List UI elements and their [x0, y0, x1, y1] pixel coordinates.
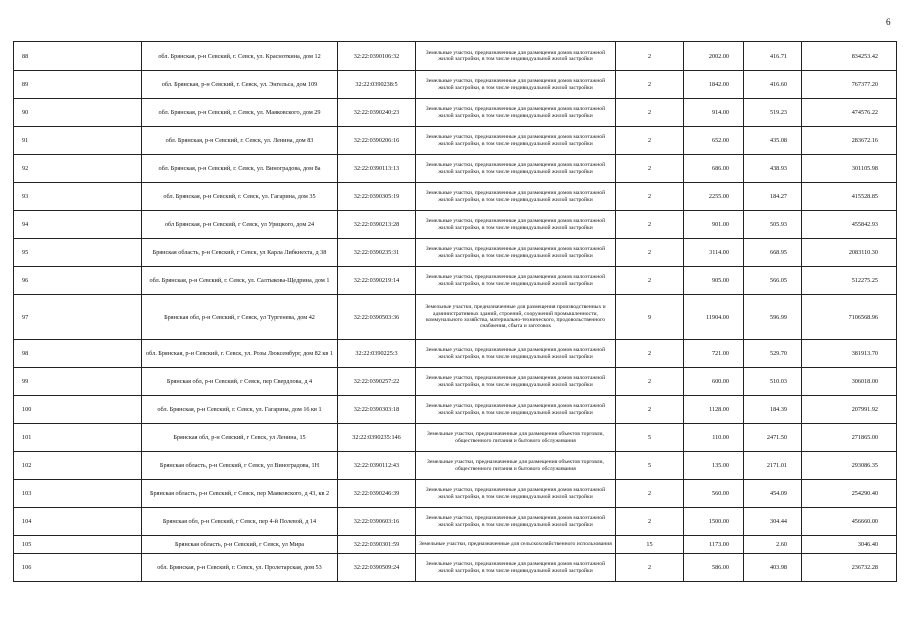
row-number: 101: [14, 424, 142, 452]
group-cell: 2: [616, 554, 684, 582]
row-number: 90: [14, 99, 142, 127]
address-cell: обл. Брянская, р-н Севский, г. Севск, ул. Маяковского, дом 29: [142, 99, 338, 127]
land-purpose-cell: Земельные участки, предназначенные для размещения производственных и административных зданий, строений, сооружений промышленности, коммунального хозяйства, материально-технического, продовольственного снабжения, сбыта и заготовок: [416, 295, 616, 340]
table-row: [14, 480, 897, 508]
specific-value-cell: 519.23: [744, 99, 802, 127]
cadastral-number-cell: 32:22:0390603:16: [338, 508, 416, 536]
specific-value-cell: 416.60: [744, 71, 802, 99]
group-cell: 2: [616, 211, 684, 239]
group-cell: 15: [616, 536, 684, 554]
group-cell: 2: [616, 42, 684, 71]
address-cell: обл Брянская, р-н Севский, г Севск, ул Урицкого, дом 24: [142, 211, 338, 239]
specific-value-cell: 454.09: [744, 480, 802, 508]
cadastral-value-cell: 306018.00: [802, 368, 897, 396]
area-cell: 1500.00: [684, 508, 744, 536]
address-cell: Брянская обл, р-н Севский, г Севск, пер 4-й Полевой, д 14: [142, 508, 338, 536]
address-cell: обл. Брянская, р-н Севский, г. Севск, ул. Розы Люксембург, дом 82 кв 1: [142, 340, 338, 368]
specific-value-cell: 403.98: [744, 554, 802, 582]
land-purpose-cell: Земельные участки, предназначенные для размещения домов малоэтажной жилой застройки, в том числе индивидуальной жилой застройки: [416, 267, 616, 295]
address-cell: обл. Брянская, р-н Севский, г. Севск, ул. Виноградова, дом 8а: [142, 155, 338, 183]
group-cell: 5: [616, 452, 684, 480]
row-number: 102: [14, 452, 142, 480]
cadastral-number-cell: 32:22:0390240:23: [338, 99, 416, 127]
land-purpose-cell: Земельные участки, предназначенные для размещения домов малоэтажной жилой застройки, в том числе индивидуальной жилой застройки: [416, 99, 616, 127]
area-cell: 1842.00: [684, 71, 744, 99]
cadastral-number-cell: 32:22:0390106:32: [338, 42, 416, 71]
land-purpose-cell: Земельные участки, предназначенные для размещения объектов торговли, общественного питания и бытового обслуживания: [416, 452, 616, 480]
area-cell: 135.00: [684, 452, 744, 480]
cadastral-value-cell: 254290.40: [802, 480, 897, 508]
group-cell: 9: [616, 295, 684, 340]
cadastral-value-cell: 301105.98: [802, 155, 897, 183]
address-cell: обл. Брянская, р-н Севский, г. Севск, ул. Гагарина, дом 16 кв 1: [142, 396, 338, 424]
land-purpose-cell: Земельные участки, предназначенные для размещения домов малоэтажной жилой застройки, в том числе индивидуальной жилой застройки: [416, 42, 616, 71]
land-purpose-cell: Земельные участки, предназначенные для размещения домов малоэтажной жилой застройки, в том числе индивидуальной жилой застройки: [416, 183, 616, 211]
land-purpose-cell: Земельные участки, предназначенные для размещения домов малоэтажной жилой застройки, в том числе индивидуальной жилой застройки: [416, 554, 616, 582]
cadastral-value-cell: 415528.85: [802, 183, 897, 211]
area-cell: 600.00: [684, 368, 744, 396]
area-cell: 914.00: [684, 99, 744, 127]
land-purpose-cell: Земельные участки, предназначенные для размещения домов малоэтажной жилой застройки, в том числе индивидуальной жилой застройки: [416, 340, 616, 368]
address-cell: обл. Брянская, р-н Севский, г. Севск, ул. Энгельса, дом 109: [142, 71, 338, 99]
cadastral-value-cell: 283672.16: [802, 127, 897, 155]
address-cell: Брянская обл, р-н Севский, г Севск, пер Свердлова, д 4: [142, 368, 338, 396]
cadastral-number-cell: 32:22:0390238:5: [338, 71, 416, 99]
table-row: [14, 554, 897, 582]
specific-value-cell: 529.70: [744, 340, 802, 368]
cadastral-number-cell: 32:22:0390257:22: [338, 368, 416, 396]
cadastral-value-cell: 271865.00: [802, 424, 897, 452]
table-row: [14, 396, 897, 424]
area-cell: 110.00: [684, 424, 744, 452]
group-cell: 2: [616, 155, 684, 183]
row-number: 97: [14, 295, 142, 340]
cadastral-value-cell: 512275.25: [802, 267, 897, 295]
land-purpose-cell: Земельные участки, предназначенные для размещения домов малоэтажной жилой застройки, в том числе индивидуальной жилой застройки: [416, 368, 616, 396]
row-number: 88: [14, 42, 142, 71]
land-purpose-cell: Земельные участки, предназначенные для размещения домов малоэтажной жилой застройки, в том числе индивидуальной жилой застройки: [416, 396, 616, 424]
row-number: 95: [14, 239, 142, 267]
area-cell: 905.00: [684, 267, 744, 295]
area-cell: 686.00: [684, 155, 744, 183]
address-cell: Брянская область, р-н Севский, г Севск, пер Маяковского, д 43, кв 2: [142, 480, 338, 508]
address-cell: обл. Брянская, р-н Севский, г. Севск, ул. Красноткина, дом 12: [142, 42, 338, 71]
group-cell: 2: [616, 183, 684, 211]
specific-value-cell: 566.05: [744, 267, 802, 295]
address-cell: Брянская обл, р-н Севский, г Севск, ул Тургенева, дом 42: [142, 295, 338, 340]
address-cell: Брянская обл, р-н Севский, г Севск, ул Ленина, 15: [142, 424, 338, 452]
land-purpose-cell: Земельные участки, предназначенные для размещения домов малоэтажной жилой застройки, в том числе индивидуальной жилой застройки: [416, 508, 616, 536]
table-row: [14, 452, 897, 480]
land-purpose-cell: Земельные участки, предназначенные для размещения объектов торговли, общественного питания и бытового обслуживания: [416, 424, 616, 452]
specific-value-cell: 2471.50: [744, 424, 802, 452]
cadastral-number-cell: 32:22:0390206:16: [338, 127, 416, 155]
row-number: 96: [14, 267, 142, 295]
cadastral-number-cell: 32:22:0390303:18: [338, 396, 416, 424]
specific-value-cell: 435.08: [744, 127, 802, 155]
area-cell: 2255.00: [684, 183, 744, 211]
table-row: [14, 340, 897, 368]
cadastral-number-cell: 32:22:0390113:13: [338, 155, 416, 183]
cadastral-value-cell: 293086.35: [802, 452, 897, 480]
area-cell: 560.00: [684, 480, 744, 508]
specific-value-cell: 184.27: [744, 183, 802, 211]
page-number: 6: [886, 17, 891, 27]
cadastral-value-cell: 767377.20: [802, 71, 897, 99]
specific-value-cell: 505.93: [744, 211, 802, 239]
cadastral-value-cell: 3046.40: [802, 536, 897, 554]
specific-value-cell: 510.03: [744, 368, 802, 396]
cadastral-number-cell: 32:22:0390219:14: [338, 267, 416, 295]
cadastral-value-cell: 455842.93: [802, 211, 897, 239]
table-row: [14, 42, 897, 71]
land-purpose-cell: Земельные участки, предназначенные для размещения домов малоэтажной жилой застройки, в том числе индивидуальной жилой застройки: [416, 71, 616, 99]
group-cell: 2: [616, 267, 684, 295]
table-row: [14, 155, 897, 183]
table-row: [14, 368, 897, 396]
row-number: 92: [14, 155, 142, 183]
row-number: 103: [14, 480, 142, 508]
table-row: [14, 183, 897, 211]
cadastral-number-cell: 32:22:0390235:31: [338, 239, 416, 267]
land-purpose-cell: Земельные участки, предназначенные для размещения домов малоэтажной жилой застройки, в том числе индивидуальной жилой застройки: [416, 127, 616, 155]
group-cell: 2: [616, 396, 684, 424]
cadastral-value-cell: 456660.00: [802, 508, 897, 536]
address-cell: Брянская область, р-н Севский, г Севск, ул Мира: [142, 536, 338, 554]
table-row: [14, 127, 897, 155]
land-purpose-cell: Земельные участки, предназначенные для размещения домов малоэтажной жилой застройки, в том числе индивидуальной жилой застройки: [416, 211, 616, 239]
group-cell: 2: [616, 71, 684, 99]
land-purpose-cell: Земельные участки, предназначенные для размещения домов малоэтажной жилой застройки, в том числе индивидуальной жилой застройки: [416, 480, 616, 508]
row-number: 94: [14, 211, 142, 239]
table-row: [14, 99, 897, 127]
cadastral-number-cell: 32:22:0390112:43: [338, 452, 416, 480]
land-purpose-cell: Земельные участки, предназначенные для размещения домов малоэтажной жилой застройки, в том числе индивидуальной жилой застройки: [416, 155, 616, 183]
address-cell: Брянская область, р-н Севский, г Севск, ул Виноградова, 1Н: [142, 452, 338, 480]
row-number: 105: [14, 536, 142, 554]
table-row: [14, 424, 897, 452]
row-number: 100: [14, 396, 142, 424]
specific-value-cell: 184.39: [744, 396, 802, 424]
address-cell: обл. Брянская, р-н Севский, г. Севск, ул. Салтыкова-Щедрина, дом 1: [142, 267, 338, 295]
address-cell: обл. Брянская, р-н Севский, г. Севск, ул. Гагарина, дом 35: [142, 183, 338, 211]
cadastral-value-cell: 381913.70: [802, 340, 897, 368]
area-cell: 901.00: [684, 211, 744, 239]
area-cell: 652.00: [684, 127, 744, 155]
group-cell: 2: [616, 239, 684, 267]
row-number: 98: [14, 340, 142, 368]
cadastral-value-cell: 834253.42: [802, 42, 897, 71]
table-row: [14, 71, 897, 99]
group-cell: 2: [616, 508, 684, 536]
land-purpose-cell: Земельные участки, предназначенные для размещения домов малоэтажной жилой застройки, в том числе индивидуальной жилой застройки: [416, 239, 616, 267]
table-row: [14, 536, 897, 554]
table-row: [14, 211, 897, 239]
cadastral-number-cell: 32:22:0390235:146: [338, 424, 416, 452]
specific-value-cell: 668.95: [744, 239, 802, 267]
row-number: 106: [14, 554, 142, 582]
area-cell: 2002.00: [684, 42, 744, 71]
group-cell: 2: [616, 127, 684, 155]
group-cell: 2: [616, 99, 684, 127]
area-cell: 586.00: [684, 554, 744, 582]
table-row: [14, 239, 897, 267]
group-cell: 2: [616, 368, 684, 396]
row-number: 91: [14, 127, 142, 155]
row-number: 89: [14, 71, 142, 99]
area-cell: 1173.00: [684, 536, 744, 554]
area-cell: 721.00: [684, 340, 744, 368]
address-cell: Брянская область, р-н Севский, г Севск, ул Карла Либкнехта, д 38: [142, 239, 338, 267]
area-cell: 11904.00: [684, 295, 744, 340]
address-cell: обл. Брянская, р-н Севский, г. Севск, ул. Ленина, дом 83: [142, 127, 338, 155]
area-cell: 3114.00: [684, 239, 744, 267]
area-cell: 1128.00: [684, 396, 744, 424]
cadastral-number-cell: 32:22:0390509:24: [338, 554, 416, 582]
land-purpose-cell: Земельные участки, предназначенные для сельскохозяйственного использования: [416, 536, 616, 554]
table-row: [14, 508, 897, 536]
address-cell: обл. Брянская, р-н Севский, г. Севск, ул. Пролетарская, дом 53: [142, 554, 338, 582]
cadastral-number-cell: 32:22:0390246:39: [338, 480, 416, 508]
cadastral-number-cell: 32:22:0390503:36: [338, 295, 416, 340]
cadastral-number-cell: 32:22:0390225:3: [338, 340, 416, 368]
cadastral-value-cell: 236732.28: [802, 554, 897, 582]
cadastral-number-cell: 32:22:0390305:19: [338, 183, 416, 211]
row-number: 104: [14, 508, 142, 536]
specific-value-cell: 596.99: [744, 295, 802, 340]
cadastral-number-cell: 32:22:0390213:28: [338, 211, 416, 239]
specific-value-cell: 438.93: [744, 155, 802, 183]
specific-value-cell: 2171.01: [744, 452, 802, 480]
specific-value-cell: 2.60: [744, 536, 802, 554]
table-row: [14, 267, 897, 295]
row-number: 99: [14, 368, 142, 396]
land-registry-table: [13, 41, 897, 582]
table-row: [14, 295, 897, 340]
specific-value-cell: 416.71: [744, 42, 802, 71]
cadastral-value-cell: 207991.92: [802, 396, 897, 424]
specific-value-cell: 304.44: [744, 508, 802, 536]
cadastral-number-cell: 32:22:0390301:59: [338, 536, 416, 554]
row-number: 93: [14, 183, 142, 211]
cadastral-value-cell: 7106568.96: [802, 295, 897, 340]
group-cell: 2: [616, 480, 684, 508]
group-cell: 2: [616, 340, 684, 368]
group-cell: 5: [616, 424, 684, 452]
cadastral-value-cell: 2083110.30: [802, 239, 897, 267]
cadastral-value-cell: 474576.22: [802, 99, 897, 127]
